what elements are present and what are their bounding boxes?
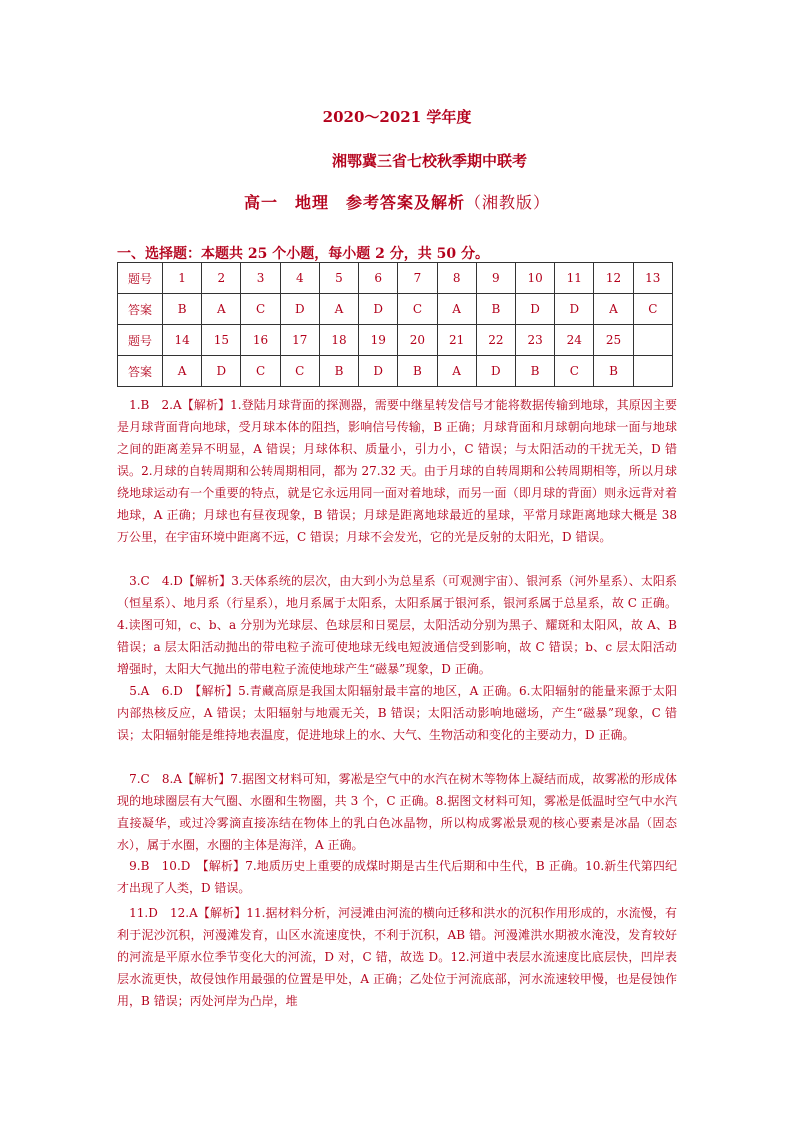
explanation-paragraph: 3.C 4.D【解析】3.天体系统的层次，由大到小为总星系（可观测宇宙）、银河系（河外星系）、太阳系（恒星系）、地月系（行星系），地月系属于太阳系，太阳系属于银河系，银河系属于总星系，故 C 正确。4.读图可知，c、b、a 分别为光球层、色球层和日冕层，太阳活动分别为黑子、耀斑和太阳风，故 A、B 错误；a 层太阳活动抛出的带电粒子流可使地球无线电短波通信受到影响，故 C 错误；b、c 层太阳活动增强时，太阳大气抛出的带电粒子流使地球产生“磁暴”现象，D 正确。 bbox=[117, 574, 677, 676]
table-cell: 12 bbox=[594, 263, 633, 294]
table-cell: C bbox=[241, 356, 280, 387]
table-cell: B bbox=[515, 356, 554, 387]
table-cell: 20 bbox=[398, 325, 437, 356]
table-cell: D bbox=[555, 294, 594, 325]
table-cell: C bbox=[398, 294, 437, 325]
exam-title: 湘鄂冀三省七校秋季期中联考 bbox=[332, 152, 528, 170]
table-cell: 10 bbox=[515, 263, 554, 294]
table-cell: B bbox=[319, 356, 358, 387]
table-cell: 15 bbox=[202, 325, 241, 356]
table-cell: A bbox=[437, 294, 476, 325]
table-cell: 5 bbox=[319, 263, 358, 294]
table-cell: 17 bbox=[280, 325, 319, 356]
table-cell: 16 bbox=[241, 325, 280, 356]
table-cell: 6 bbox=[359, 263, 398, 294]
table-cell: C bbox=[280, 356, 319, 387]
table-cell: 11 bbox=[555, 263, 594, 294]
table-cell: C bbox=[555, 356, 594, 387]
explanation-block bbox=[117, 768, 677, 856]
explanation-paragraph: 9.B 10.D 【解析】7.地质历史上重要的成煤时期是古生代后期和中生代，B 正确。10.新生代第四纪才出现了人类，D 错误。 bbox=[117, 859, 677, 895]
table-cell: 9 bbox=[476, 263, 515, 294]
table-cell: 24 bbox=[555, 325, 594, 356]
table-cell: B bbox=[476, 294, 515, 325]
table-cell: 14 bbox=[163, 325, 202, 356]
explanation-block bbox=[117, 394, 677, 548]
table-cell: B bbox=[163, 294, 202, 325]
table-cell: D bbox=[515, 294, 554, 325]
table-cell: D bbox=[280, 294, 319, 325]
table-cell: B bbox=[594, 356, 633, 387]
section-title: 一、选择题：本题共 25 个小题，每小题 2 分，共 50 分。 bbox=[117, 246, 489, 262]
table-cell: C bbox=[241, 294, 280, 325]
table-cell: 13 bbox=[633, 263, 672, 294]
subject-edition: （湘教版） bbox=[465, 193, 551, 212]
table-cell: 1 bbox=[163, 263, 202, 294]
answer-table bbox=[117, 262, 673, 387]
table-cell: 3 bbox=[241, 263, 280, 294]
table-cell bbox=[633, 356, 672, 387]
table-row bbox=[118, 356, 673, 387]
table-cell: D bbox=[359, 294, 398, 325]
table-cell: A bbox=[594, 294, 633, 325]
explanation-paragraph: 1.B 2.A【解析】1.登陆月球背面的探测器，需要中继星转发信号才能将数据传输到地球，其原因主要是月球背面背向地球，受月球本体的阻挡，影响信号传输，B 正确；月球背面和月球朝向地球一面与地球之间的距离差异不明显，A 错误；月球体积、质量小，引力小，C 错误；与太阳活动的干扰无关，D 错误。2.月球的自转周期和公转周期相同，都为 27.32 天。由于月球的自转周期和公转周期相等，所以月球绕地球运动有一个重要的特点，就是它永远用同一面对着地球，而另一面（即月球的背面）则永远背对着地球，A 正确；月球也有昼夜现象，B 错误；月球是距离地球最近的星球，平常月球距离地球大概是 38 万公里，在宇宙环境中距离不远，C 错误；月球不会发光，它的光是反射的太阳光，D 错误。 bbox=[117, 398, 677, 544]
table-row bbox=[118, 294, 673, 325]
explanation-paragraph: 5.A 6.D 【解析】5.青藏高原是我国太阳辐射最丰富的地区，A 正确。6.太阳辐射的能量来源于太阳内部热核反应，A 错误；太阳辐射与地震无关，B 错误；太阳活动影响地磁场，产生“磁暴”现象，C 错误；太阳辐射能是维持地表温度，促进地球上的水、大气、生物活动和变化的主要动力，D 正确。 bbox=[117, 684, 677, 742]
table-cell: 4 bbox=[280, 263, 319, 294]
table-row bbox=[118, 325, 673, 356]
explanation-paragraph: 7.C 8.A【解析】7.据图文材料可知，雾凇是空气中的水汽在树木等物体上凝结而成，故雾凇的形成体现的地球圈层有大气圈、水圈和生物圈，共 3 个，C 正确。8.据图文材料可知，雾凇是低温时空气中水汽直接凝华，或过冷雾滴直接冻结在物体上的乳白色冰晶物，所以构成雾凇景观的核心要素是冰晶（固态水），属于水圈，水圈的主体是海洋，A 正确。 bbox=[117, 772, 677, 852]
subject-title bbox=[0, 190, 794, 213]
table-cell: A bbox=[163, 356, 202, 387]
table-cell: D bbox=[476, 356, 515, 387]
table-cell: A bbox=[437, 356, 476, 387]
table-cell: B bbox=[398, 356, 437, 387]
table-row bbox=[118, 263, 673, 294]
table-cell: C bbox=[633, 294, 672, 325]
explanation-block bbox=[117, 855, 677, 899]
table-cell: 18 bbox=[319, 325, 358, 356]
table-cell: D bbox=[359, 356, 398, 387]
explanation-block bbox=[117, 902, 677, 1012]
explanation-block bbox=[117, 680, 677, 746]
table-cell: 22 bbox=[476, 325, 515, 356]
table-cell: 25 bbox=[594, 325, 633, 356]
table-cell: 答案 bbox=[118, 356, 163, 387]
table-cell: 19 bbox=[359, 325, 398, 356]
table-cell: A bbox=[319, 294, 358, 325]
table-cell: 7 bbox=[398, 263, 437, 294]
table-cell: 答案 bbox=[118, 294, 163, 325]
table-cell: A bbox=[202, 294, 241, 325]
table-cell: 题号 bbox=[118, 325, 163, 356]
table-cell: D bbox=[202, 356, 241, 387]
subject-main: 高一 地理 参考答案及解析 bbox=[243, 193, 465, 212]
table-cell: 23 bbox=[515, 325, 554, 356]
table-cell: 2 bbox=[202, 263, 241, 294]
explanation-paragraph: 11.D 12.A【解析】11.据材料分析，河浸滩由河流的横向迁移和洪水的沉积作用形成的，水流慢，有利于泥沙沉积，河漫滩发育，山区水流速度快，不利于沉积，AB 错。河漫滩洪水期被水淹没，发育较好的河流是平原水位季节变化大的河流，D 对，C 错，故选 D。12.河道中表层水流速度比底层快，凹岸表层水流更快，故侵蚀作用最强的位置是甲处，A 正确；乙处位于河流底部，河水流速较甲慢，也是侵蚀作用，B 错误；丙处河岸为凸岸，堆 bbox=[117, 906, 677, 1008]
table-cell bbox=[633, 325, 672, 356]
explanation-block bbox=[117, 570, 677, 680]
table-cell: 21 bbox=[437, 325, 476, 356]
school-year-title: 2020～2021 学年度 bbox=[322, 108, 472, 126]
table-cell: 题号 bbox=[118, 263, 163, 294]
table-cell: 8 bbox=[437, 263, 476, 294]
